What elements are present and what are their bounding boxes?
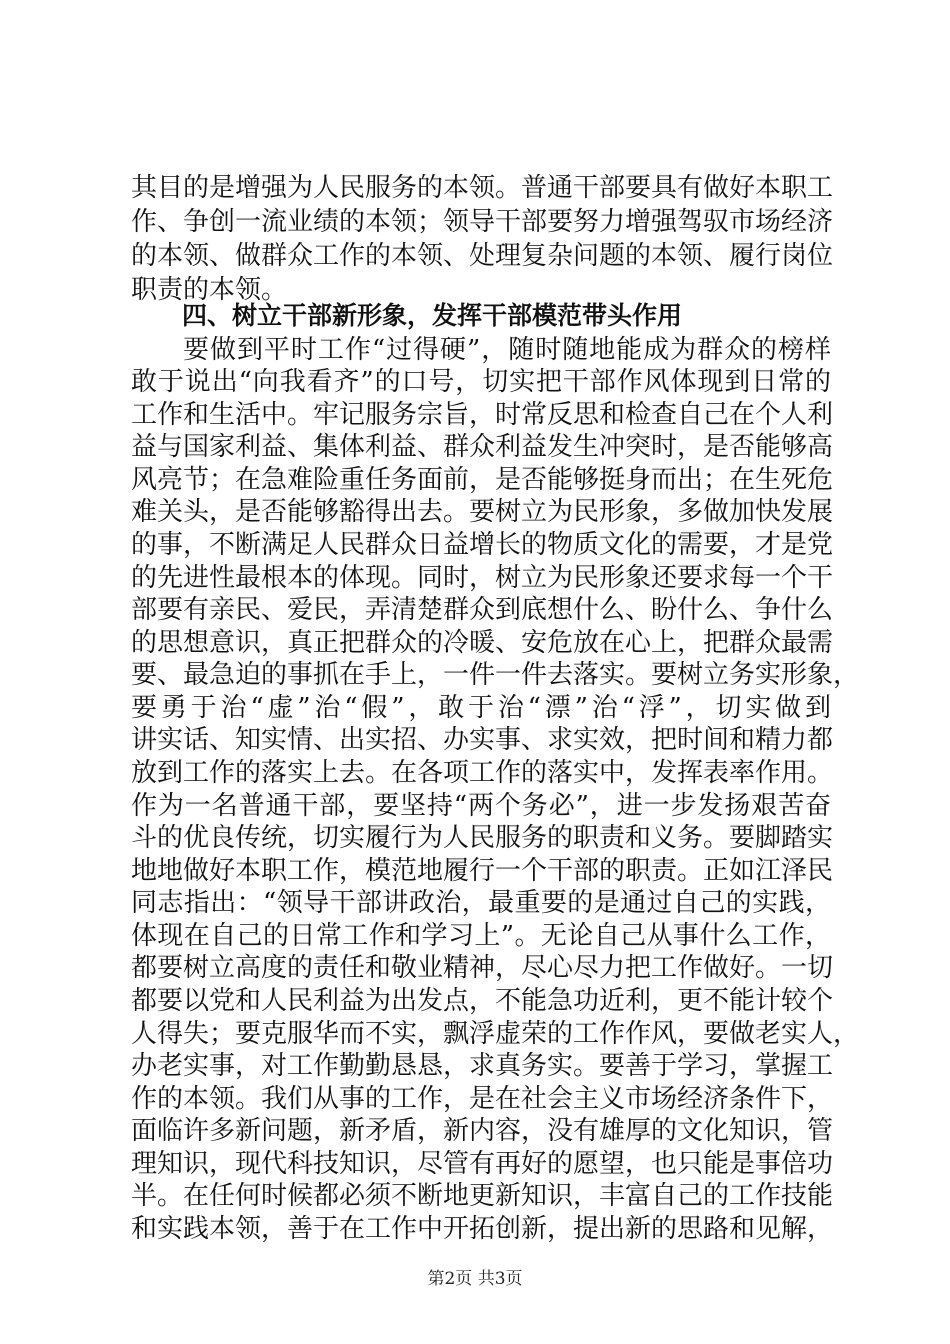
- paragraph-line: 斗的优良传统，切实履行为人民服务的职责和义务。要脚踏实: [131, 823, 834, 853]
- paragraph-line: 部要有亲民、爱民，弄清楚群众到底想什么、盼什么、争什么: [131, 595, 834, 625]
- paragraph-line: 难关头，是否能够豁得出去。要树立为民形象，多做加快发展: [131, 497, 834, 527]
- paragraph-line: 的事，不断满足人民群众日益增长的物质文化的需要，才是党: [131, 530, 834, 560]
- paragraph-line: 的先进性最根本的体现。同时，树立为民形象还要求每一个干: [131, 563, 834, 593]
- paragraph-line: 要勇于治“虚”治“假”，敢于治“漂”治“浮”，切实做到: [131, 693, 831, 723]
- paragraph-line: 人得失；要克服华而不实，飘浮虚荣的工作作风，要做老实人，: [131, 1019, 860, 1049]
- paragraph-line: 半。在任何时候都必须不断地更新知识，丰富自己的工作技能: [131, 1181, 834, 1211]
- paragraph-line: 体现在自己的日常工作和学习上”。无论自己从事什么工作，: [131, 921, 831, 951]
- paragraph-line: 工作和生活中。牢记服务宗旨，时常反思和检查自己在个人利: [131, 400, 834, 430]
- paragraph-line: 益与国家利益、集体利益、群众利益发生冲突时，是否能够高: [131, 432, 834, 462]
- paragraph-line: 其目的是增强为人民服务的本领。普通干部要具有做好本职工: [131, 173, 834, 203]
- paragraph-line: 风亮节；在急难险重任务面前，是否能够挺身而出；在生死危: [131, 465, 834, 495]
- paragraph-line: 职责的本领。: [131, 275, 288, 305]
- paragraph-line: 作、争创一流业绩的本领；领导干部要努力增强驾驭市场经济: [131, 207, 834, 237]
- paragraph-line: 敢于说出“向我看齐”的口号，切实把干部作风体现到日常的: [131, 367, 831, 397]
- paragraph-line: 地地做好本职工作，模范地履行一个干部的职责。正如江泽民: [131, 856, 834, 886]
- paragraph-line: 的本领、做群众工作的本领、处理复杂问题的本领、履行岗位: [131, 241, 834, 271]
- section-heading: 四、树立干部新形象，发挥干部模范带头作用: [182, 301, 683, 330]
- paragraph-line: 放到工作的落实上去。在各项工作的落实中，发挥表率作用。: [131, 758, 834, 788]
- paragraph-line: 要、最急迫的事抓在手上，一件一件去落实。要树立务实形象，: [131, 660, 860, 690]
- paragraph-line: 理知识，现代科技知识，尽管有再好的愿望，也只能是事倍功: [131, 1149, 834, 1179]
- paragraph-line: 要做到平时工作“过得硬”，随时随地能成为群众的榜样: [183, 335, 831, 365]
- paragraph-line: 办老实事，对工作勤勤恳恳，求真务实。要善于学习，掌握工: [131, 1051, 834, 1081]
- paragraph-line: 同志指出：“领导干部讲政治，最重要的是通过自己的实践，: [131, 888, 831, 918]
- paragraph-line: 作的本领。我们从事的工作，是在社会主义市场经济条件下，: [131, 1084, 834, 1114]
- paragraph-line: 面临许多新问题，新矛盾，新内容，没有雄厚的文化知识，管: [131, 1116, 834, 1146]
- paragraph-line: 和实践本领，善于在工作中开拓创新，提出新的思路和见解，: [131, 1214, 834, 1244]
- paragraph-line: 都要以党和人民利益为出发点，不能急功近利，更不能计较个: [131, 986, 834, 1016]
- paragraph-line: 都要树立高度的责任和敬业精神，尽心尽力把工作做好。一切: [131, 953, 834, 983]
- paragraph-line: 作为一名普通干部，要坚持“两个务必”，进一步发扬艰苦奋: [131, 791, 831, 821]
- page-number-footer: 第2页 共3页: [427, 1269, 523, 1289]
- paragraph-line: 的思想意识，真正把群众的冷暖、安危放在心上，把群众最需: [131, 628, 834, 658]
- paragraph-line: 讲实话、知实情、出实招、办实事、求实效，把时间和精力都: [131, 725, 834, 755]
